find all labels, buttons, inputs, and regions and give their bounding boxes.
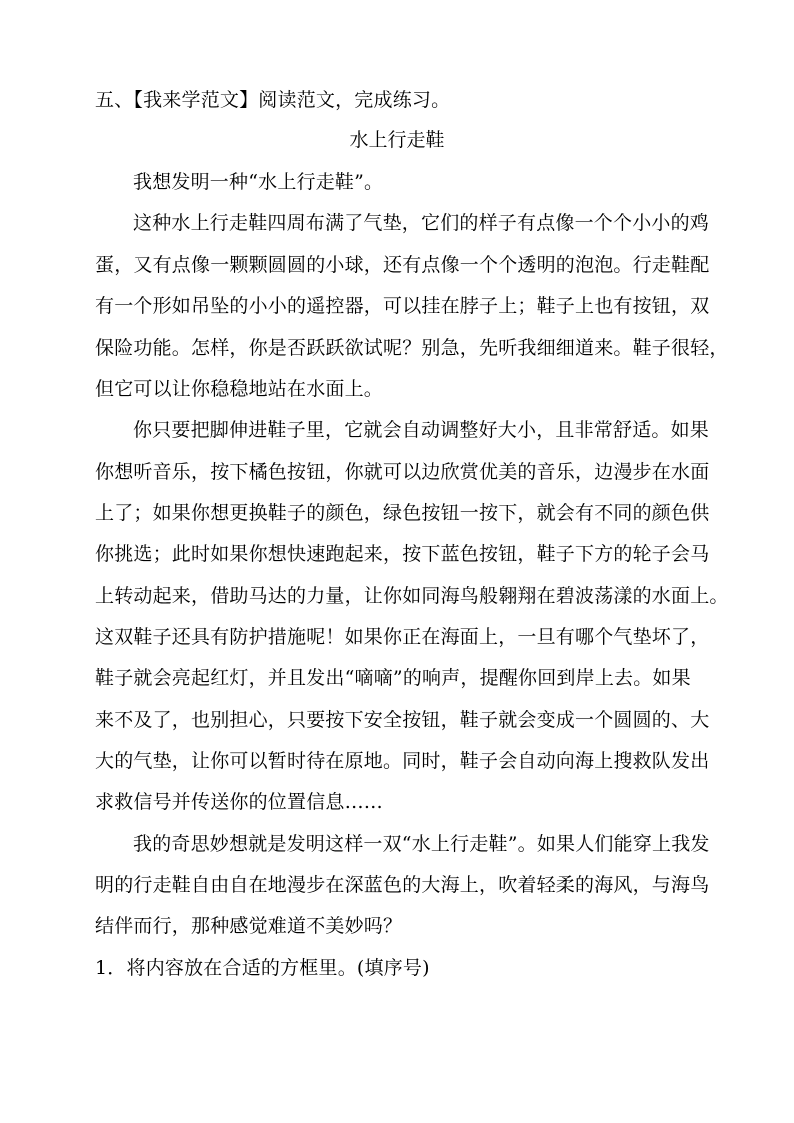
question-text: 1．将内容放在合适的方框里。(填序号): [95, 957, 430, 979]
paragraph-line: 求救信号并传送你的位置信息……: [95, 791, 384, 813]
paragraph-line: 上了；如果你想更换鞋子的颜色，绿色按钮一按下，就会有不同的颜色供: [95, 502, 710, 524]
essay-title: 水上行走鞋: [349, 129, 445, 151]
paragraph-line: 大的气垫，让你可以暂时待在原地。同时，鞋子会自动向海上搜救队发出: [95, 750, 710, 772]
paragraph-line: 我的奇思妙想就是发明这样一双“水上行走鞋”。如果人们能穿上我发: [133, 833, 710, 855]
paragraph-line: 蛋，又有点像一颗颗圆圆的小球，还有点像一个个透明的泡泡。行走鞋配: [95, 254, 710, 276]
section-heading: 五、【我来学范文】阅读范文，完成练习。: [95, 89, 451, 111]
paragraph-line: 你只要把脚伸进鞋子里，它就会自动调整好大小，且非常舒适。如果: [133, 419, 710, 441]
paragraph-line: 这双鞋子还具有防护措施呢！如果你正在海面上，一旦有哪个气垫坏了，: [95, 626, 710, 648]
paragraph-line: 结伴而行，那种感觉难道不美妙吗？: [95, 915, 403, 937]
paragraph-line: 我想发明一种“水上行走鞋”。: [133, 171, 384, 193]
paragraph-line: 明的行走鞋自由自在地漫步在深蓝色的大海上，吹着轻柔的海风，与海鸟: [95, 874, 710, 896]
paragraph-line: 你想听音乐，按下橘色按钮，你就可以边欣赏优美的音乐，边漫步在水面: [95, 461, 710, 483]
paragraph-line: 这种水上行走鞋四周布满了气垫，它们的样子有点像一个个小小的鸡: [133, 212, 710, 234]
paragraph-line: 有一个形如吊坠的小小的遥控器，可以挂在脖子上；鞋子上也有按钮，双: [95, 295, 710, 317]
paragraph-line: 你挑选；此时如果你想快速跑起来，按下蓝色按钮，鞋子下方的轮子会马: [95, 543, 710, 565]
paragraph-line: 但它可以让你稳稳地站在水面上。: [95, 378, 384, 400]
paragraph-line: 保险功能。怎样，你是否跃跃欲试呢？别急，先听我细细道来。鞋子很轻，: [95, 337, 729, 359]
paragraph-line: 鞋子就会亮起红灯，并且发出“嘀嘀”的响声，提醒你回到岸上去。如果: [95, 667, 691, 689]
paragraph-line: 来不及了，也别担心，只要按下安全按钮，鞋子就会变成一个圆圆的、大: [95, 709, 710, 731]
paragraph-line: 上转动起来，借助马达的力量，让你如同海鸟般翱翔在碧波荡漾的水面上。: [95, 585, 729, 607]
